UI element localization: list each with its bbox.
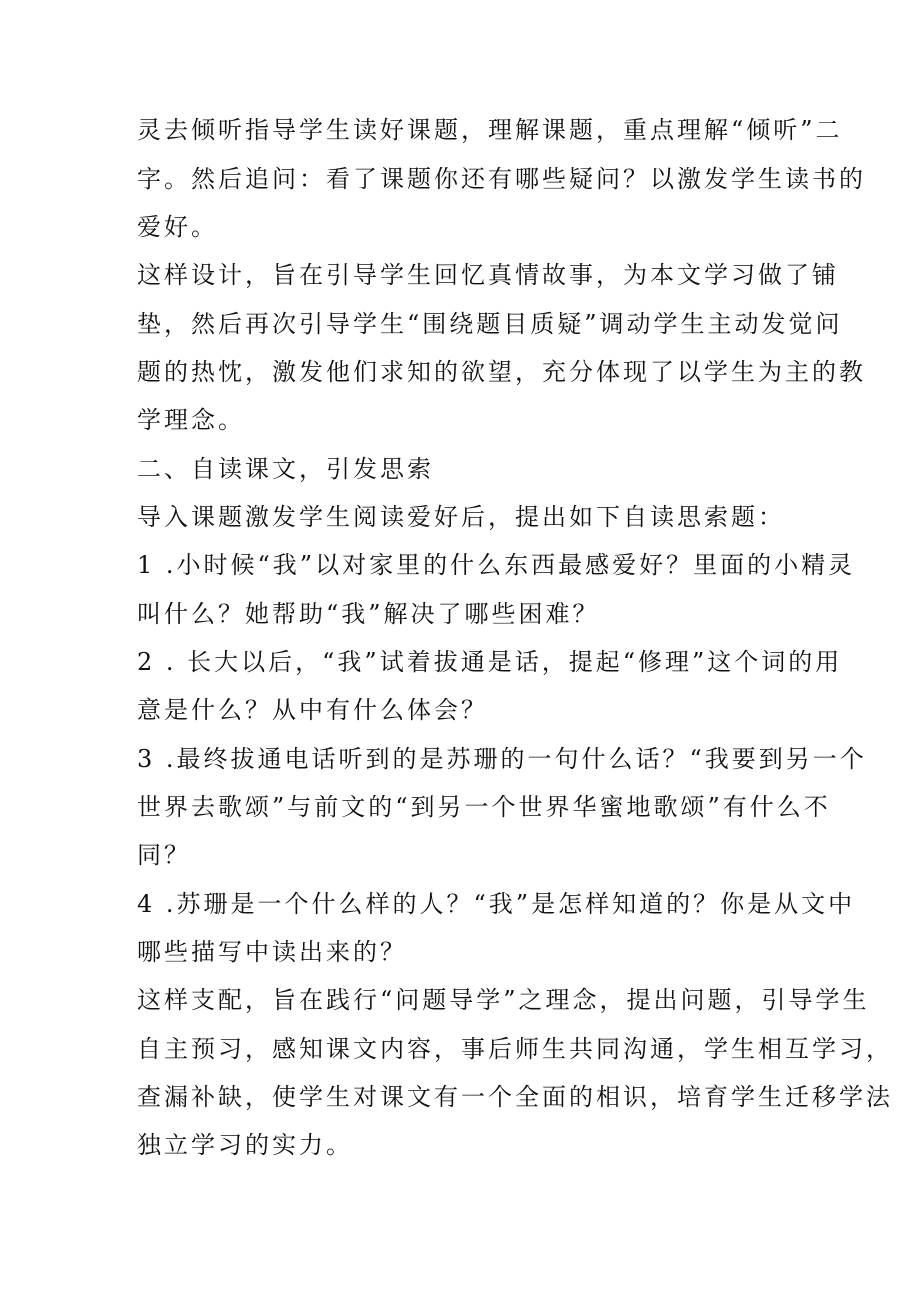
text-line: 自主预习，感知课文内容，事后师生共同沟通，学生相互学习， <box>137 1035 893 1063</box>
question-item: 1 .小时候“我”以对家里的什么东西最感爱好？里面的小精灵 <box>137 551 856 579</box>
text-line: 同？ <box>137 841 191 869</box>
text-line: 爱好。 <box>137 213 218 241</box>
text-line: 哪些描写中读出来的？ <box>137 938 407 966</box>
text-line: 这样支配，旨在践行“问题导学”之理念，提出问题，引导学生 <box>137 986 870 1014</box>
text-line: 字。然后追问：看了课题你还有哪些疑问？以激发学生读书的 <box>137 165 866 193</box>
text-line: 灵去倾听指导学生读好课题，理解课题，重点理解“倾听”二 <box>137 116 843 144</box>
text-line: 学理念。 <box>137 406 245 434</box>
text-line: 垫，然后再次引导学生“围绕题目质疑”调动学生主动发觉问 <box>137 310 843 338</box>
text-line: 查漏补缺，使学生对课文有一个全面的相识，培育学生迁移学法 <box>137 1083 893 1111</box>
question-item: 3 .最终拔通电话听到的是苏珊的一句什么话？“我要到另一个 <box>137 745 867 773</box>
question-item: 4 .苏珊是一个什么样的人？“我”是怎样知道的？你是从文中 <box>137 890 856 918</box>
section-heading: 二、自读课文，引发思索 <box>137 455 434 483</box>
text-line: 导入课题激发学生阅读爱好后，提出如下自读思索题： <box>137 503 785 531</box>
text-line: 这样设计，旨在引导学生回忆真情故事，为本文学习做了铺 <box>137 261 839 289</box>
text-line: 意是什么？从中有什么体会？ <box>137 696 488 724</box>
text-line: 叫什么？她帮助“我”解决了哪些困难？ <box>137 600 600 628</box>
question-item: 2 . 长大以后，“我”试着拔通是话，提起“修理”这个词的用 <box>137 648 843 676</box>
text-line: 独立学习的实力。 <box>137 1131 353 1159</box>
text-line: 世界去歌颂”与前文的“到另一个世界华蜜地歌颂”有什么不 <box>137 793 831 821</box>
text-line: 题的热忱，激发他们求知的欲望，充分体现了以学生为主的教 <box>137 358 866 386</box>
